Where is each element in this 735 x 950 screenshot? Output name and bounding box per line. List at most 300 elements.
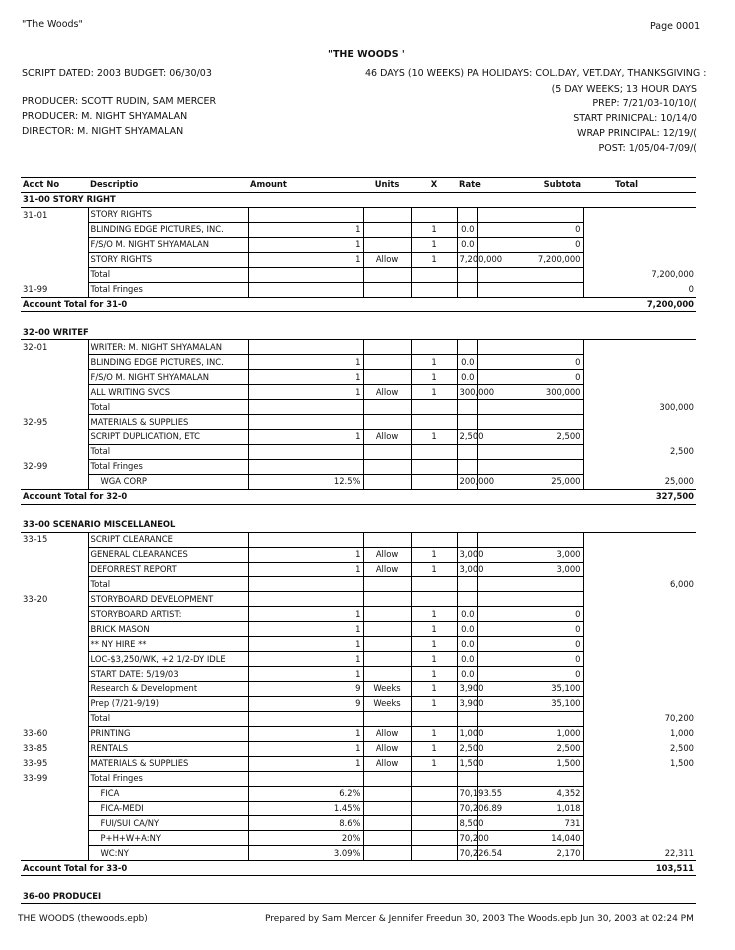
total [583, 415, 696, 430]
x-multiplier [411, 846, 457, 861]
x-multiplier [411, 207, 457, 222]
description: DEFORREST REPORT [88, 562, 248, 577]
x-multiplier: 1 [411, 355, 457, 370]
acct-no [21, 637, 88, 652]
amount [248, 592, 363, 607]
total [583, 532, 696, 547]
rate: 70,200 [457, 831, 477, 846]
col-subtotal: Subtota [477, 178, 583, 193]
rate [457, 592, 477, 607]
amount: 1 [248, 370, 363, 385]
table-row [21, 415, 696, 430]
total [583, 562, 696, 577]
table-row [21, 370, 696, 385]
table-row [21, 282, 696, 297]
acct-no [21, 622, 88, 637]
account-total-value: 7,200,000 [583, 297, 696, 312]
description: RENTALS [88, 741, 248, 756]
rate [457, 577, 477, 592]
table-row [21, 667, 696, 682]
x-multiplier: 1 [411, 607, 457, 622]
acct-no [21, 547, 88, 562]
rate [457, 711, 477, 726]
table-row [21, 207, 696, 222]
acct-no [21, 801, 88, 816]
col-units: Units [363, 178, 411, 193]
units [363, 816, 411, 831]
description: SCRIPT CLEARANCE [88, 532, 248, 547]
description: STORY RIGHTS [88, 252, 248, 267]
amount: 1 [248, 547, 363, 562]
description: Total [88, 577, 248, 592]
x-multiplier [411, 459, 457, 474]
description: Total Fringes [88, 282, 248, 297]
acct-no: 33-99 [23, 773, 48, 784]
subtotal: 35,100 [477, 696, 583, 711]
x-multiplier: 1 [411, 726, 457, 741]
description: MATERIALS & SUPPLIES [88, 415, 248, 430]
subtotal: 35,100 [477, 682, 583, 697]
x-multiplier [411, 415, 457, 430]
subtotal [477, 282, 583, 297]
total [583, 786, 696, 801]
rate: 3,000 [457, 562, 477, 577]
description: P+H+W+A:NY [88, 831, 248, 846]
post-dates: POST: 1/05/04-7/09/( [598, 143, 697, 154]
col-acct: Acct No [21, 178, 88, 193]
section-header [21, 325, 696, 339]
director-line: DIRECTOR: M. NIGHT SHYAMALAN [22, 126, 184, 137]
subtotal [477, 340, 583, 355]
table-row [21, 756, 696, 771]
description: STORY RIGHTS [88, 207, 248, 222]
week-line: (5 DAY WEEKS; 13 HOUR DAYS [551, 84, 697, 95]
subtotal: 0 [477, 667, 583, 682]
units [363, 340, 411, 355]
table-row [21, 577, 696, 592]
total [583, 430, 696, 445]
amount: 1 [248, 726, 363, 741]
acct-no [21, 355, 88, 370]
units [363, 237, 411, 252]
rate: 0.0 [457, 622, 477, 637]
total [583, 370, 696, 385]
description: FICA [88, 786, 248, 801]
x-multiplier [411, 267, 457, 282]
rate: 1,000 [457, 726, 477, 741]
acct-no [21, 711, 88, 726]
acct-no [21, 474, 88, 489]
subtotal: 25,000 [477, 474, 583, 489]
rate: 2,500 [457, 430, 477, 445]
units [363, 592, 411, 607]
units [363, 786, 411, 801]
units [363, 667, 411, 682]
total: 2,500 [670, 446, 694, 457]
amount: 1 [248, 355, 363, 370]
section-title: 31-00 STORY RIGHT [21, 192, 696, 207]
subtotal: 2,500 [477, 741, 583, 756]
producer-line-2: PRODUCER: M. NIGHT SHYAMALAN [22, 111, 188, 122]
total [583, 592, 696, 607]
x-multiplier: 1 [411, 682, 457, 697]
rate: 7,200,000 [457, 252, 477, 267]
account-total-label: Account Total for 33-0 [21, 861, 583, 876]
table-row [21, 846, 696, 861]
rate [457, 444, 477, 459]
description: Prep (7/21-9/19) [88, 696, 248, 711]
total [583, 385, 696, 400]
subtotal: 3,000 [477, 562, 583, 577]
units: Allow [363, 430, 411, 445]
table-row [21, 816, 696, 831]
rate [457, 400, 477, 415]
rate: 0.0 [457, 370, 477, 385]
col-x: X [411, 178, 457, 193]
amount [248, 207, 363, 222]
total: 2,500 [670, 743, 694, 754]
budget-body [21, 192, 696, 917]
subtotal: 731 [477, 816, 583, 831]
table-row [21, 711, 696, 726]
section-header [21, 889, 696, 903]
amount: 1 [248, 607, 363, 622]
amount [248, 282, 363, 297]
amount: 1 [248, 252, 363, 267]
table-row [21, 459, 696, 474]
doc-title-left: "The Woods" [22, 19, 83, 30]
total [583, 801, 696, 816]
rate: 3,900 [457, 682, 477, 697]
acct-no [21, 696, 88, 711]
table-row [21, 385, 696, 400]
units: Allow [363, 547, 411, 562]
amount: 1 [248, 741, 363, 756]
table-row [21, 682, 696, 697]
table-row [21, 547, 696, 562]
rate: 1,500 [457, 756, 477, 771]
acct-no: 31-01 [23, 209, 48, 220]
rate [457, 459, 477, 474]
subtotal: 1,000 [477, 726, 583, 741]
total [583, 637, 696, 652]
prep-dates: PREP: 7/21/03-10/10/( [592, 98, 697, 109]
total [583, 622, 696, 637]
units: Weeks [363, 696, 411, 711]
subtotal: 300,000 [477, 385, 583, 400]
subtotal [477, 532, 583, 547]
total [583, 667, 696, 682]
rate: 0.0 [457, 237, 477, 252]
x-multiplier [411, 444, 457, 459]
units: Allow [363, 756, 411, 771]
spacer-row [21, 504, 696, 518]
description: Total [88, 444, 248, 459]
table-row [21, 474, 696, 489]
amount [248, 771, 363, 786]
description: F/S/O M. NIGHT SHYAMALAN [88, 370, 248, 385]
rate: 0.0 [457, 355, 477, 370]
x-multiplier [411, 474, 457, 489]
x-multiplier [411, 831, 457, 846]
amount: 1 [248, 756, 363, 771]
x-multiplier: 1 [411, 547, 457, 562]
col-description: Descriptio [88, 178, 248, 193]
subtotal: 0 [477, 222, 583, 237]
rate: 3,000 [457, 547, 477, 562]
acct-no: 32-01 [23, 342, 48, 353]
x-multiplier: 1 [411, 252, 457, 267]
total [583, 771, 696, 786]
x-multiplier: 1 [411, 370, 457, 385]
description: FUI/SUI CA/NY [88, 816, 248, 831]
amount: 1 [248, 622, 363, 637]
x-multiplier [411, 592, 457, 607]
total: 6,000 [670, 578, 694, 589]
units [363, 607, 411, 622]
rate: 0.0 [457, 607, 477, 622]
description: Total [88, 711, 248, 726]
units [363, 459, 411, 474]
total [583, 237, 696, 252]
description: GENERAL CLEARANCES [88, 547, 248, 562]
total [583, 652, 696, 667]
units [363, 355, 411, 370]
col-total: Total [583, 178, 640, 193]
subtotal: 0 [477, 622, 583, 637]
section-header [21, 192, 696, 207]
x-multiplier: 1 [411, 756, 457, 771]
amount: 20% [248, 831, 363, 846]
amount [248, 340, 363, 355]
x-multiplier [411, 577, 457, 592]
total: 25,000 [664, 476, 694, 487]
amount: 1 [248, 237, 363, 252]
subtotal [477, 267, 583, 282]
units: Allow [363, 252, 411, 267]
subtotal: 0 [477, 237, 583, 252]
acct-no [21, 816, 88, 831]
table-row [21, 237, 696, 252]
total [583, 816, 696, 831]
acct-no: 32-95 [23, 416, 48, 427]
subtotal: 0 [477, 370, 583, 385]
description: WC:NY [88, 846, 248, 861]
acct-no [21, 385, 88, 400]
amount [248, 711, 363, 726]
rate [457, 207, 477, 222]
description: START DATE: 5/19/03 [88, 667, 248, 682]
table-row [21, 444, 696, 459]
x-multiplier [411, 400, 457, 415]
table-row [21, 696, 696, 711]
total: 22,311 [664, 847, 694, 858]
rate: 0.0 [457, 652, 477, 667]
subtotal: 3,000 [477, 547, 583, 562]
amount [248, 400, 363, 415]
units [363, 474, 411, 489]
x-multiplier [411, 532, 457, 547]
subtotal [477, 444, 583, 459]
units [363, 831, 411, 846]
table-row [21, 771, 696, 786]
description: SCRIPT DUPLICATION, ETC [88, 430, 248, 445]
table-row [21, 607, 696, 622]
subtotal: 0 [477, 637, 583, 652]
amount: 1.45% [248, 801, 363, 816]
table-row [21, 637, 696, 652]
subtotal [477, 577, 583, 592]
rate [457, 532, 477, 547]
table-row [21, 340, 696, 355]
amount [248, 532, 363, 547]
amount [248, 444, 363, 459]
subtotal: 2,170 [477, 846, 583, 861]
subtotal: 7,200,000 [477, 252, 583, 267]
x-multiplier: 1 [411, 385, 457, 400]
table-row [21, 532, 696, 547]
subtotal: 0 [477, 607, 583, 622]
acct-no: 33-20 [23, 593, 48, 604]
acct-no [21, 786, 88, 801]
acct-no [21, 846, 88, 861]
account-total-label: Account Total for 31-0 [21, 297, 583, 312]
description: WRITER: M. NIGHT SHYAMALAN [88, 340, 248, 355]
units [363, 652, 411, 667]
amount: 1 [248, 667, 363, 682]
rate [457, 415, 477, 430]
total: 70,200 [664, 713, 694, 724]
x-multiplier: 1 [411, 667, 457, 682]
table-row [21, 252, 696, 267]
col-rate: Rate [457, 178, 477, 193]
x-multiplier: 1 [411, 652, 457, 667]
budget-table [21, 177, 696, 917]
script-dated: SCRIPT DATED: 2003 BUDGET: 06/30/03 [22, 68, 212, 79]
table-row [21, 355, 696, 370]
description: Total [88, 400, 248, 415]
account-total-row [21, 861, 696, 876]
column-header-row [21, 178, 696, 193]
table-row [21, 726, 696, 741]
acct-no: 33-60 [23, 728, 48, 739]
account-total-row [21, 489, 696, 504]
table-row [21, 652, 696, 667]
acct-no [21, 831, 88, 846]
total [583, 459, 696, 474]
total: 300,000 [659, 401, 694, 412]
description: STORYBOARD ARTIST: [88, 607, 248, 622]
description: Research & Development [88, 682, 248, 697]
spacer-cell [21, 876, 696, 890]
description: ALL WRITING SVCS [88, 385, 248, 400]
acct-no: 31-99 [23, 283, 48, 294]
wrap-principal: WRAP PRINCIPAL: 12/19/( [577, 128, 697, 139]
total [583, 682, 696, 697]
subtotal: 14,040 [477, 831, 583, 846]
spacer-cell [21, 312, 696, 326]
acct-no: 33-85 [23, 743, 48, 754]
account-total-label: Account Total for 32-0 [21, 489, 583, 504]
units [363, 532, 411, 547]
footer-right: Prepared by Sam Mercer & Jennifer Freedun 30, 2003 The Woods.epb Jun 30, 2003 at 02:24 PM [265, 914, 694, 924]
units [363, 370, 411, 385]
x-multiplier: 1 [411, 637, 457, 652]
units [363, 222, 411, 237]
total [583, 340, 696, 355]
x-multiplier: 1 [411, 222, 457, 237]
section-header [21, 518, 696, 532]
units [363, 577, 411, 592]
x-multiplier [411, 786, 457, 801]
total [583, 696, 696, 711]
description: Total Fringes [88, 771, 248, 786]
amount [248, 577, 363, 592]
subtotal: 0 [477, 652, 583, 667]
x-multiplier: 1 [411, 696, 457, 711]
spacer-cell [21, 504, 696, 518]
x-multiplier [411, 801, 457, 816]
total [583, 355, 696, 370]
days-line: 46 DAYS (10 WEEKS) PA HOLIDAYS: COL.DAY, VET.DAY, THANKSGIVING : [365, 68, 707, 79]
rate [457, 282, 477, 297]
description: BLINDING EDGE PICTURES, INC. [88, 355, 248, 370]
description: Total [88, 267, 248, 282]
x-multiplier [411, 771, 457, 786]
amount: 9 [248, 682, 363, 697]
subtotal [477, 400, 583, 415]
table-row [21, 430, 696, 445]
x-multiplier [411, 282, 457, 297]
subtotal [477, 207, 583, 222]
total [583, 607, 696, 622]
units: Weeks [363, 682, 411, 697]
description: STORYBOARD DEVELOPMENT [88, 592, 248, 607]
amount: 1 [248, 222, 363, 237]
subtotal [477, 771, 583, 786]
description: PRINTING [88, 726, 248, 741]
section-title: 36-00 PRODUCEI [21, 889, 696, 903]
description: BRICK MASON [88, 622, 248, 637]
rate: 3,900 [457, 696, 477, 711]
amount: 1 [248, 430, 363, 445]
subtotal: 1,500 [477, 756, 583, 771]
account-total-row [21, 297, 696, 312]
rate: 0.0 [457, 637, 477, 652]
footer-left: THE WOODS (thewoods.epb) [18, 914, 148, 924]
section-title: 33-00 SCENARIO MISCELLANEOL [21, 518, 696, 532]
description: FICA-MEDI [88, 801, 248, 816]
amount: 1 [248, 562, 363, 577]
table-row [21, 222, 696, 237]
total: 0 [688, 283, 694, 294]
description: LOC-$3,250/WK, +2 1/2-DY IDLE [88, 652, 248, 667]
section-title: 32-00 WRITEF [21, 325, 696, 339]
units [363, 711, 411, 726]
subtotal [477, 592, 583, 607]
units: Allow [363, 726, 411, 741]
rate: 70,193.55 [457, 786, 477, 801]
col-amount: Amount [248, 178, 363, 193]
subtotal: 0 [477, 355, 583, 370]
spacer-row [21, 312, 696, 326]
description: BLINDING EDGE PICTURES, INC. [88, 222, 248, 237]
x-multiplier [411, 816, 457, 831]
acct-no [21, 562, 88, 577]
x-multiplier: 1 [411, 430, 457, 445]
table-row [21, 267, 696, 282]
start-principal: START PRINICPAL: 10/14/0 [573, 113, 697, 124]
